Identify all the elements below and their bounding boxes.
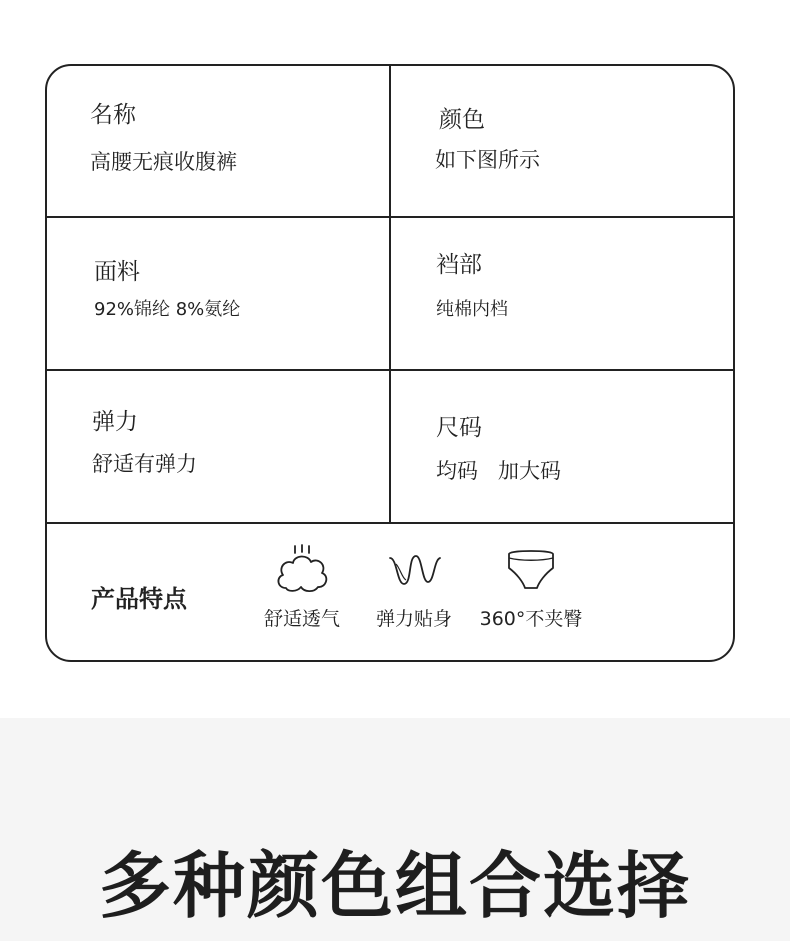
- spec-cell-elasticity: [47, 371, 389, 522]
- elasticity-label: 弹力: [92, 409, 138, 435]
- banner-headline: 多种颜色组合选择: [98, 844, 691, 928]
- feature-elastic: [359, 544, 469, 631]
- spec-cell-name: [47, 66, 389, 216]
- features-row: [47, 524, 733, 660]
- breathable-cloud-icon: [272, 544, 332, 594]
- color-label: 颜色: [439, 107, 485, 133]
- feature-breathable-label: 舒适透气: [263, 608, 340, 630]
- name-label: 名称: [90, 102, 136, 128]
- crotch-value: 纯棉内档: [436, 299, 508, 320]
- elastic-wave-icon: [384, 544, 444, 594]
- elasticity-value: 舒适有弹力: [92, 452, 197, 476]
- size-value: 均码 加大码: [436, 459, 562, 483]
- feature-no-wedgie-label: 360°不夹臀: [479, 608, 583, 630]
- feature-breathable: [247, 544, 357, 631]
- spec-cell-size: [391, 371, 733, 522]
- fabric-label: 面料: [94, 259, 140, 285]
- size-label: 尺码: [436, 415, 482, 441]
- spec-cell-crotch: [391, 218, 733, 369]
- crotch-label: 裆部: [436, 252, 482, 278]
- features-title: 产品特点: [91, 585, 187, 613]
- spec-cell-color: [391, 66, 733, 216]
- feature-elastic-label: 弹力贴身: [375, 608, 452, 630]
- fabric-value: 92%锦纶 8%氨纶: [94, 299, 241, 320]
- feature-no-wedgie: [471, 544, 591, 631]
- spec-card: [45, 64, 735, 662]
- spec-cell-fabric: [47, 218, 389, 369]
- color-value: 如下图所示: [435, 148, 540, 172]
- bottom-banner: [0, 718, 790, 941]
- column-divider: [389, 66, 391, 524]
- name-value: 高腰无痕收腹裤: [90, 150, 237, 174]
- briefs-icon: [501, 544, 561, 594]
